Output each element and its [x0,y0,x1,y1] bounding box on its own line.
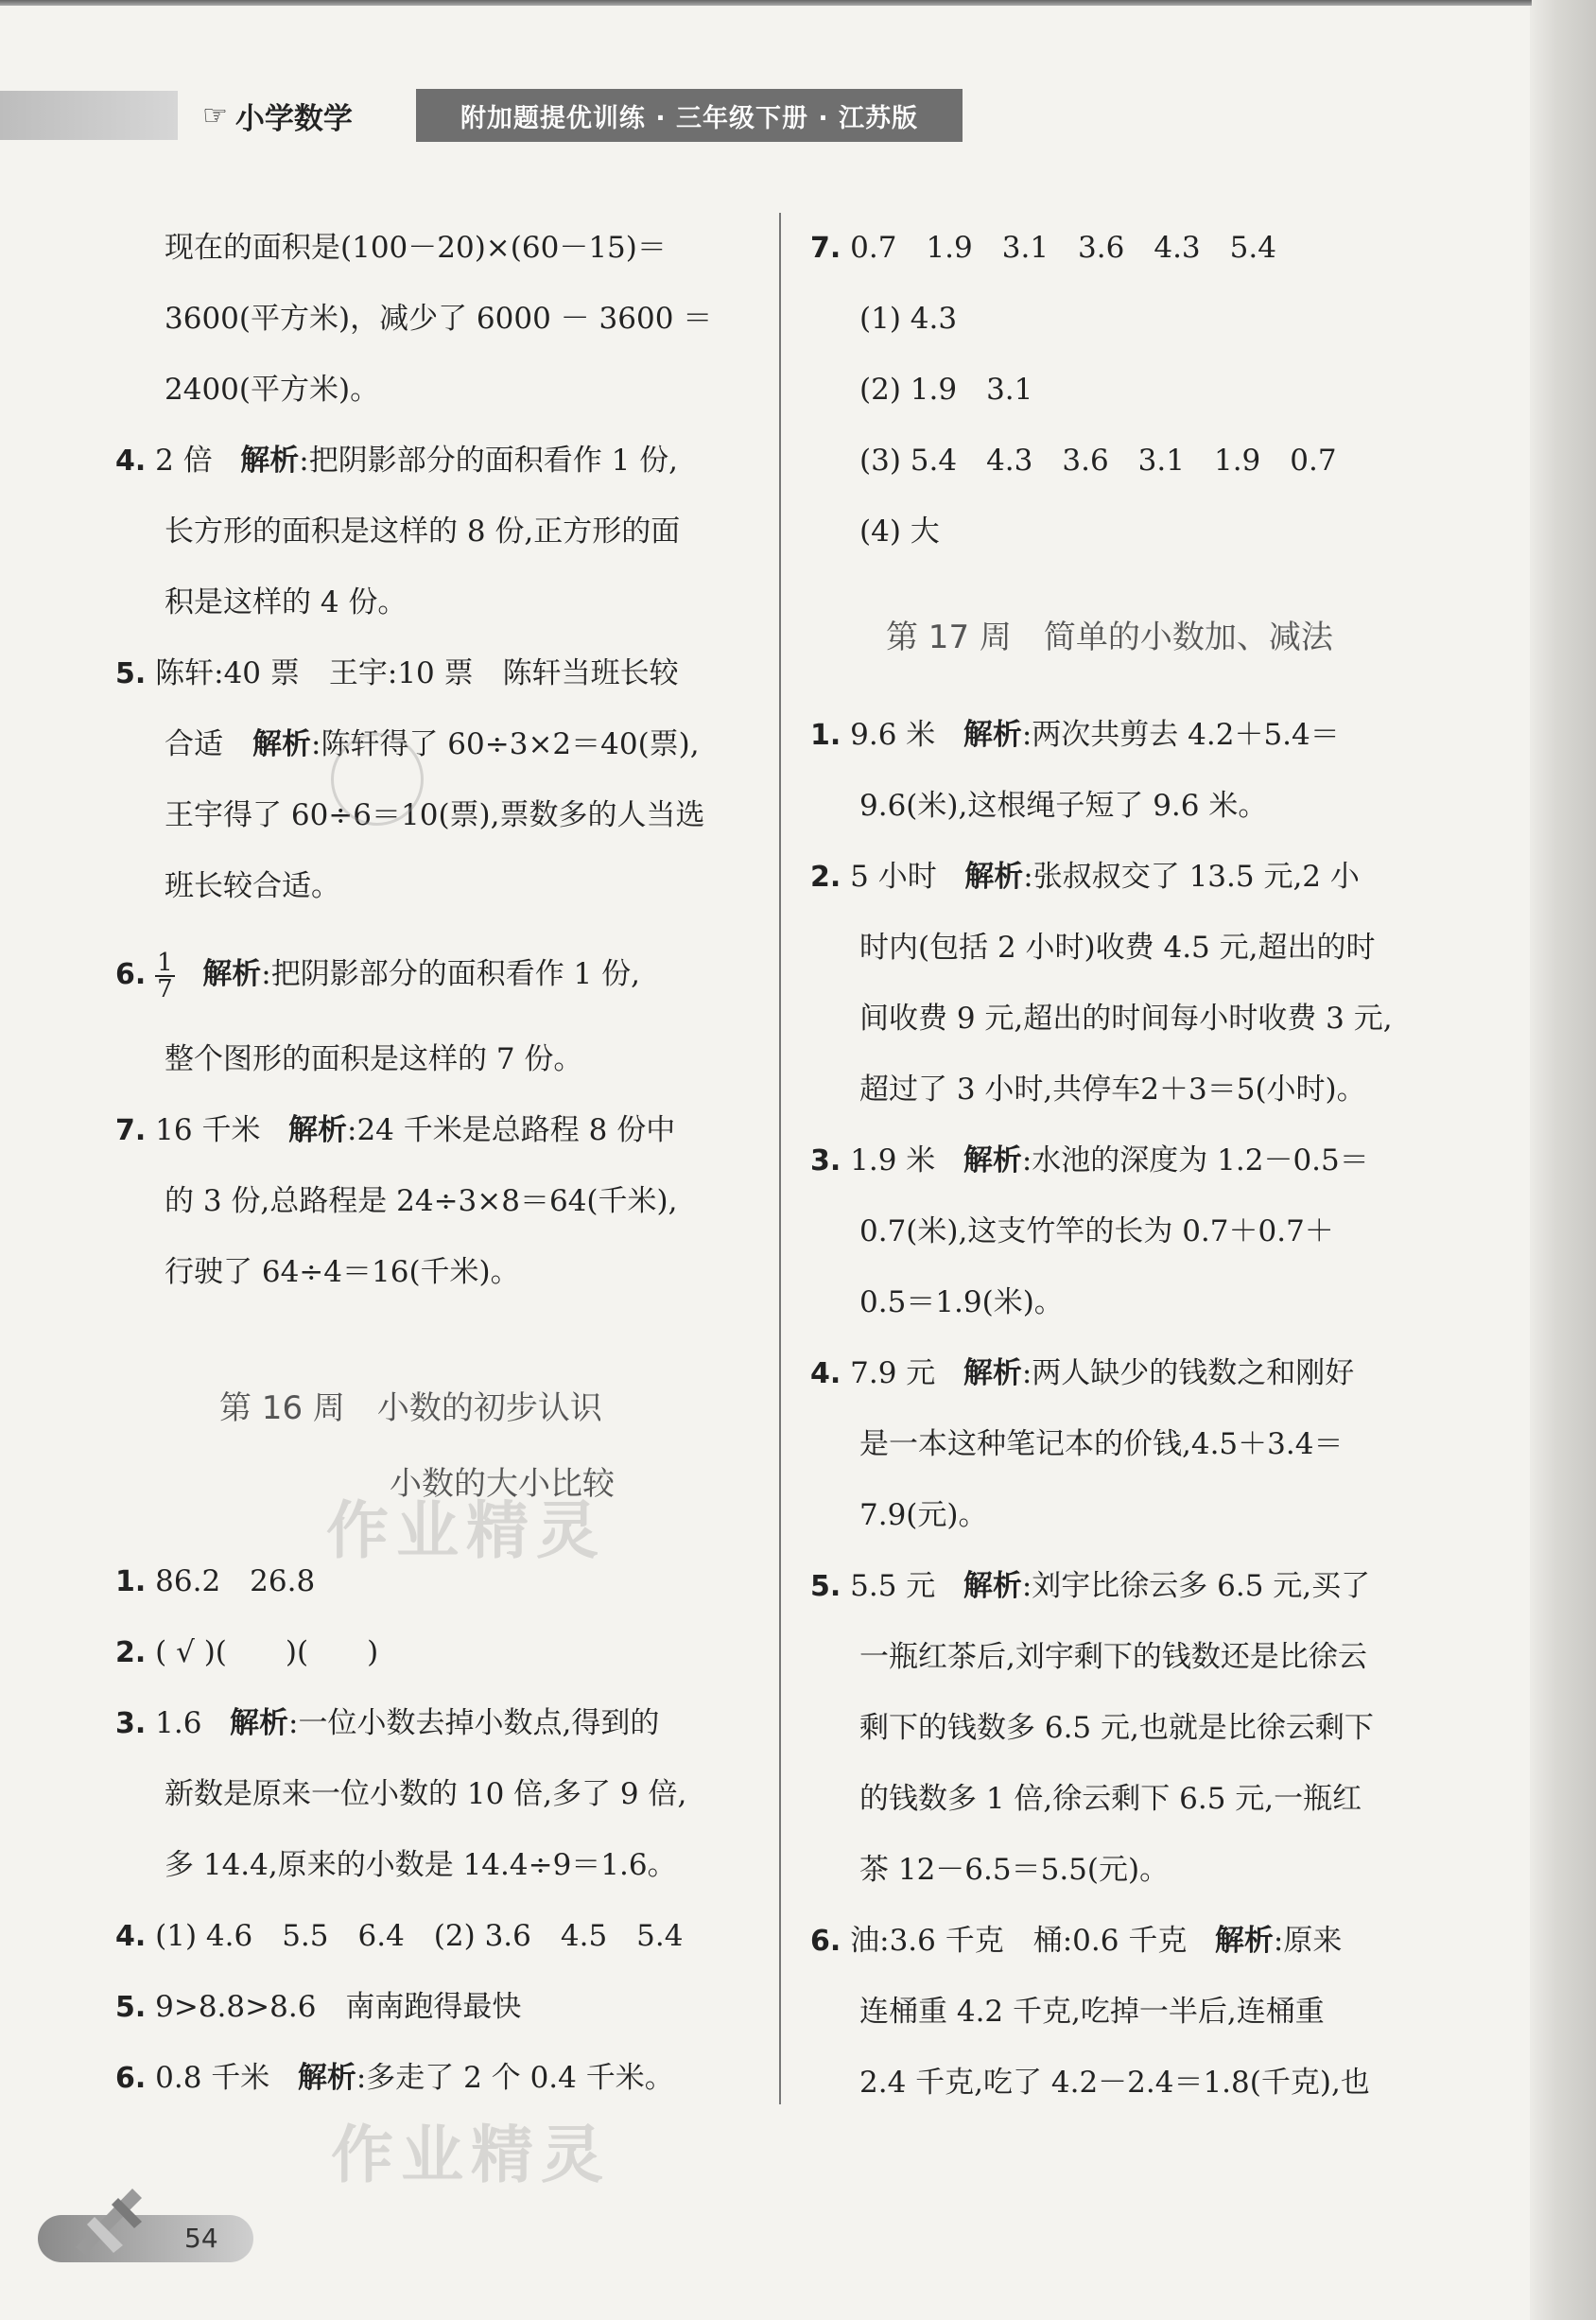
text-line: 一瓶红茶后,刘宇剩下的钱数还是比徐云 [859,1640,1367,1674]
analysis-label: 解析 [288,1113,348,1147]
page-edge-shadow [1530,0,1596,2320]
analysis-text: :一位小数去掉小数点,得到的 [288,1706,660,1740]
item-number: 4. [115,1920,147,1953]
text-line: 多 14.4,原来的小数是 14.4÷9＝1.6。 [165,1848,677,1882]
text-line: (2) 1.9 3.1 [859,373,1033,407]
answer: 陈轩:40 票 王宇:10 票 陈轩当班长较 [155,656,679,690]
text-line: (1) 4.3 [859,302,958,336]
top-border [0,0,1532,6]
text-line: 行驶了 64÷4＝16(千米)。 [165,1255,520,1289]
analysis-label: 解析 [240,444,300,478]
text-line: 超过了 3 小时,共停车2＋3＝5(小时)。 [859,1073,1366,1107]
answer: 7.9 元 [850,1356,936,1390]
text-line: 现在的面积是(100－20)×(60－15)＝ [165,231,667,265]
answer-item [810,856,1360,898]
answer: 5 小时 [850,860,937,894]
pencil-ruler-icon [66,2179,151,2255]
item-number: 2. [810,861,841,894]
watermark: 作业精灵 [331,2119,611,2191]
text-line: 7.9(元)。 [859,1498,988,1532]
answer-item [115,1986,521,2028]
answer-item [115,2057,674,2099]
text-line: (4) 大 [859,515,940,549]
text-line: 连桶重 4.2 千克,吃掉一半后,连桶重 [859,1995,1325,2029]
section-subheading: 小数的大小比较 [390,1465,615,1503]
answer-item [115,946,640,1003]
brand-title: 小学数学 [234,101,353,136]
answer: (1) 4.6 5.5 6.4 (2) 3.6 4.5 5.4 [155,1919,684,1953]
answer-item [115,1915,683,1957]
section-heading: 第 16 周 小数的初步认识 [219,1389,602,1427]
answer: 9>8.8>8.6 南南跑得最快 [155,1990,522,2024]
text-line: 长方形的面积是这样的 8 份,正方形的面 [165,515,681,549]
text-line: 王宇得了 60÷6＝10(票),票数多的人当选 [165,798,705,832]
analysis-label: 解析 [963,718,1022,752]
answer: 油:3.6 千克 桶:0.6 千克 [850,1924,1188,1958]
item-number: 2. [115,1636,147,1669]
answer-item [810,1565,1370,1607]
text-line [165,724,700,765]
text-line: 0.7(米),这支竹竿的长为 0.7＋0.7＋ [859,1214,1334,1248]
answer: 合适 [165,727,252,761]
answer-item [810,1140,1369,1181]
answer-item [115,653,679,694]
analysis-text: :张叔叔交了 13.5 元,2 小 [1023,860,1360,894]
section-heading: 第 17 周 简单的小数加、减法 [886,619,1333,656]
answer: 16 千米 [155,1113,261,1147]
analysis-text: :两次共剪去 4.2＋5.4＝ [1021,718,1340,752]
text-line: 3600(平方米)，减少了 6000 － 3600 ＝ [165,302,713,336]
answer-item [115,440,678,481]
analysis-text: :原来 [1273,1924,1343,1958]
answer: 1.9 米 [850,1143,936,1177]
text-line: 新数是原来一位小数的 10 倍,多了 9 倍, [165,1777,687,1811]
item-number: 6. [115,2062,147,2095]
text-line: 9.6(米),这根绳子短了 9.6 米。 [859,789,1268,823]
analysis-text: :水池的深度为 1.2－0.5＝ [1021,1143,1369,1177]
item-number: 1. [810,719,841,752]
analysis-label: 解析 [1214,1924,1274,1958]
analysis-label: 解析 [963,1569,1022,1603]
text-line: 积是这样的 4 份。 [165,585,408,619]
item-number: 4. [810,1357,841,1390]
answer-item [810,227,1276,269]
text-line: 整个图形的面积是这样的 7 份。 [165,1042,583,1076]
text-line: 的 3 份,总路程是 24÷3×8＝64(千米), [165,1184,678,1218]
analysis-text: :陈轩得了 60÷3×2＝40(票), [311,727,700,761]
analysis-text: :把阴影部分的面积看作 1 份, [299,444,679,478]
text-line: 2400(平方米)。 [165,373,380,407]
item-number: 5. [115,657,147,690]
analysis-label: 解析 [964,860,1024,894]
answer-item [115,1702,659,1744]
analysis-label: 解析 [230,1706,289,1740]
header-brand [202,91,408,140]
item-number: 3. [810,1144,841,1177]
text-line: 剩下的钱数多 6.5 元,也就是比徐云剩下 [859,1711,1374,1745]
text-line: 0.5＝1.9(米)。 [859,1285,1064,1319]
answer: 9.6 米 [850,718,936,752]
answer-item [115,1109,675,1151]
answer: 0.8 千米 [155,2061,270,2095]
answer-item [115,1631,378,1673]
analysis-label: 解析 [252,727,311,761]
item-number: 1. [115,1565,147,1598]
answer-item [115,1561,315,1602]
page-number: 54 [184,2223,218,2254]
answer: 1.6 [155,1706,202,1740]
fraction: $\frac{1}{7}$ [157,948,173,1003]
header-grey-bar [0,91,178,140]
watermark-stamp [331,733,424,826]
answer-item [810,1352,1354,1394]
item-number: 4. [115,445,147,478]
text-line: 茶 12－6.5＝5.5(元)。 [859,1853,1170,1887]
answer-item [810,1920,1342,1962]
analysis-text: :两人缺少的钱数之和刚好 [1021,1356,1355,1390]
item-number: 3. [115,1707,147,1740]
answer: 86.2 26.8 [155,1564,316,1598]
item-number: 6. [115,958,147,991]
analysis-text: :24 千米是总路程 8 份中 [347,1113,676,1147]
text-line: 间收费 9 元,超出的时间每小时收费 3 元, [859,1002,1393,1036]
answer: ( √ )( )( ) [155,1635,379,1669]
item-number: 5. [810,1570,841,1603]
text-line: 班长较合适。 [165,869,340,903]
text-line: 是一本这种笔记本的价钱,4.5＋3.4＝ [859,1427,1344,1461]
text-line: 2.4 千克,吃了 4.2－2.4＝1.8(千克),也 [859,2066,1370,2100]
analysis-text: :多走了 2 个 0.4 千米。 [356,2061,674,2095]
item-number: 6. [810,1925,841,1958]
watermark: 作业精灵 [326,1494,606,1567]
answer: 0.7 1.9 3.1 3.6 4.3 5.4 [850,231,1276,265]
analysis-label: 解析 [202,957,262,991]
answer: 5.5 元 [850,1569,936,1603]
text-line: (3) 5.4 4.3 3.6 3.1 1.9 0.7 [859,444,1337,478]
item-number: 7. [810,232,841,265]
answer-item [810,714,1340,756]
item-number: 5. [115,1991,147,2024]
analysis-text: :把阴影部分的面积看作 1 份, [261,957,640,991]
answer: 2 倍 [155,444,213,478]
text-line: 的钱数多 1 倍,徐云剩下 6.5 元,一瓶红 [859,1782,1362,1816]
analysis-label: 解析 [963,1356,1022,1390]
header-subtitle: 附加题提优训练 · 三年级下册 · 江苏版 [416,89,963,142]
analysis-label: 解析 [297,2061,356,2095]
analysis-label: 解析 [963,1143,1022,1177]
column-divider [779,213,781,2104]
item-number: 7. [115,1114,147,1147]
pointing-hand-icon: ☞ [202,98,228,132]
text-line: 时内(包括 2 小时)收费 4.5 元,超出的时 [859,931,1376,965]
analysis-text: :刘宇比徐云多 6.5 元,买了 [1021,1569,1371,1603]
